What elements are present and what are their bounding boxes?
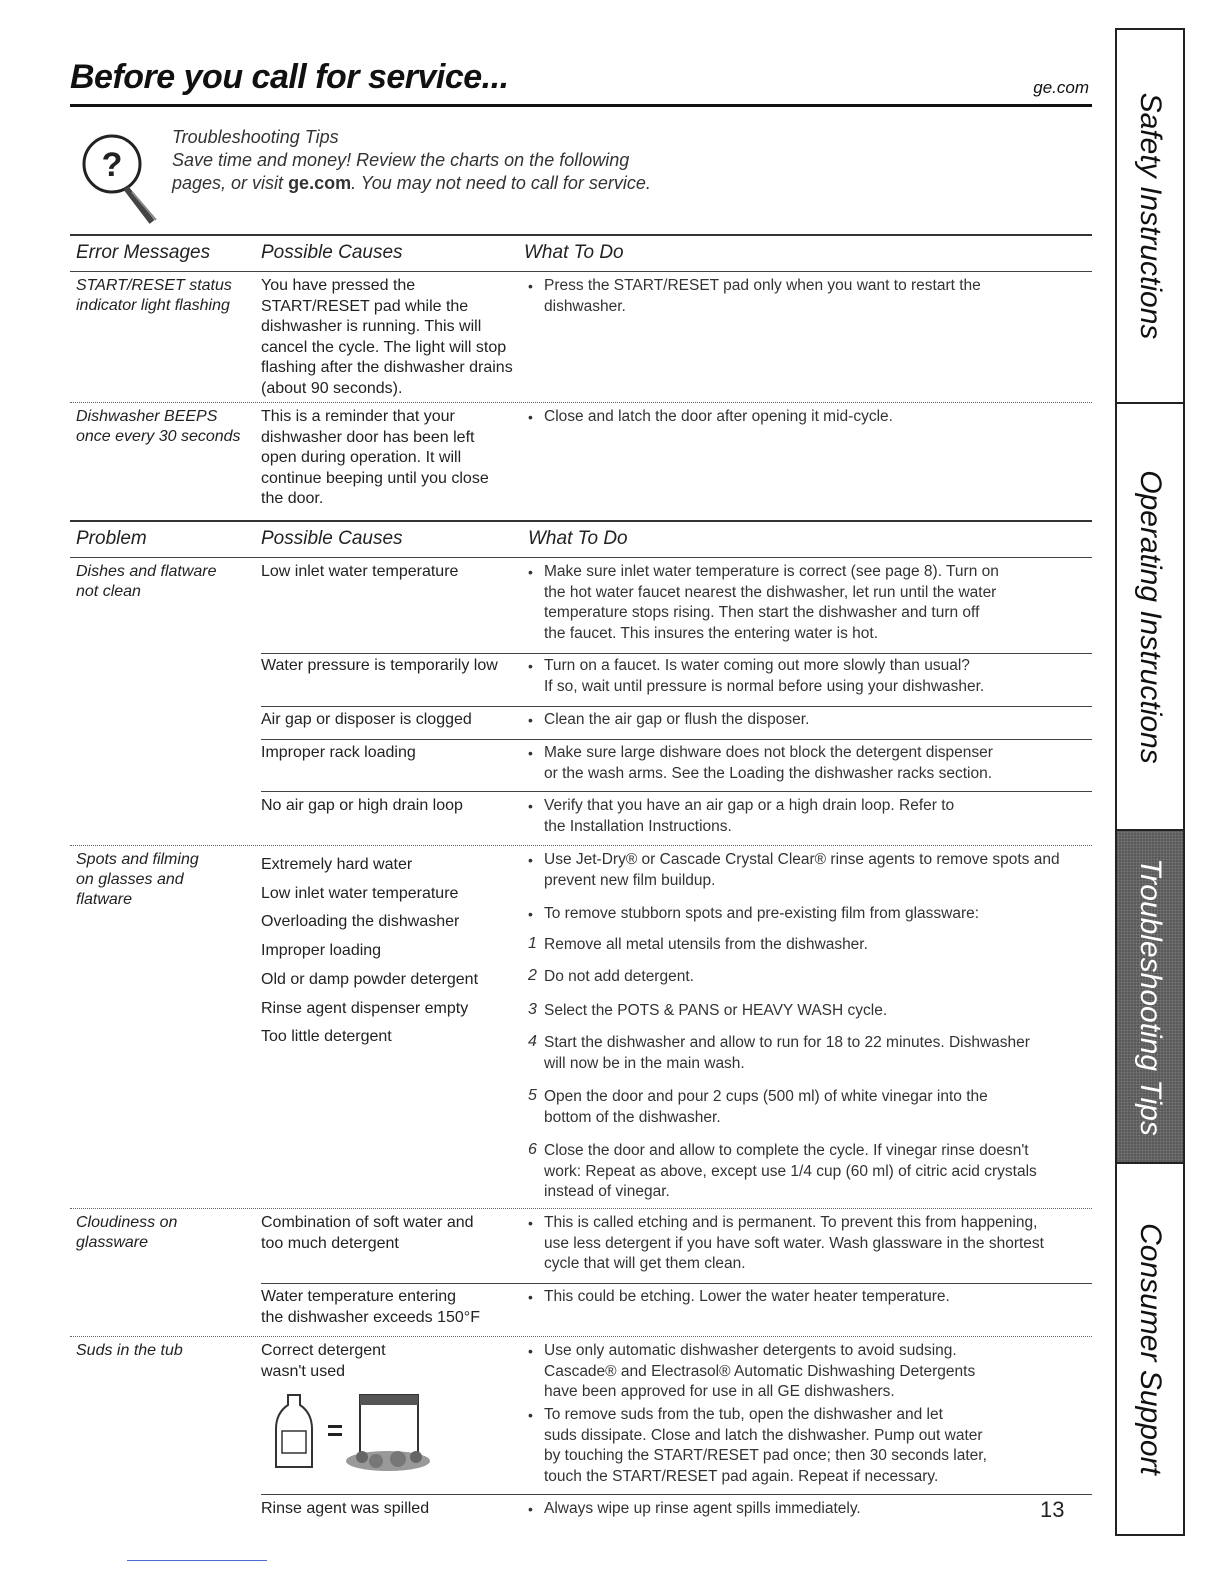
bullet: • bbox=[528, 409, 533, 425]
col-error-messages: Error Messages bbox=[76, 242, 211, 263]
possible-cause: Water temperature entering the dishwasher exceeds 150°F bbox=[261, 1288, 480, 1326]
what-to-do: Always wipe up rinse agent spills immediately. bbox=[544, 1500, 861, 1517]
step-text: Start the dishwasher and allow to run for 18 to 22 minutes. Dishwasher will now be in the main wash. bbox=[544, 1034, 1030, 1072]
possible-cause: This is a reminder that your dishwasher door has been left open during operation. It will continue beeping until you close the door. bbox=[261, 408, 489, 507]
divider bbox=[261, 739, 1092, 740]
bullet: • bbox=[528, 712, 533, 728]
step-number: 5 bbox=[528, 1087, 537, 1104]
step-number: 2 bbox=[528, 967, 537, 984]
divider bbox=[261, 1494, 1092, 1495]
what-to-do: To remove suds from the tub, open the dishwasher and let suds dissipate. Close and latch the dishwasher. Pump out water by touching the START/RESET pad once; then 30 seconds later, touch the START/RESET pad again. Repeat if necessary. bbox=[544, 1406, 987, 1485]
svg-text:?: ? bbox=[101, 146, 123, 184]
possible-cause: Water pressure is temporarily low bbox=[261, 657, 498, 674]
troubleshooting-tips bbox=[172, 126, 712, 195]
tips-heading: Troubleshooting Tips bbox=[172, 127, 339, 147]
bullet: • bbox=[528, 745, 533, 761]
table-row bbox=[70, 402, 1092, 507]
step-number: 4 bbox=[528, 1033, 537, 1050]
col-possible-causes: Possible Causes bbox=[261, 528, 403, 549]
divider bbox=[261, 706, 1092, 707]
bullet: • bbox=[528, 1407, 533, 1423]
question-icon bbox=[82, 130, 162, 235]
bullet: • bbox=[528, 564, 533, 580]
error-message: START/RESET status indicator light flashing bbox=[76, 277, 232, 314]
what-to-do: Make sure inlet water temperature is correct (see page 8). Turn on the hot water faucet nearest the dishwasher, let run until the water temperature stops rising. Then start the dishwasher and turn off the faucet. This insures the entering water is hot. bbox=[544, 563, 999, 642]
divider bbox=[261, 653, 1092, 654]
possible-cause: Rinse agent was spilled bbox=[261, 1500, 430, 1517]
bullet: • bbox=[528, 1501, 533, 1517]
step-text: Close the door and allow to complete the cycle. If vinegar rinse doesn't work: Repeat as above, except use 1/4 cup (60 ml) of citric acid crystals instead of vinegar. bbox=[544, 1142, 1037, 1200]
page-number: 13 bbox=[1040, 1497, 1065, 1522]
possible-cause: Low inlet water temperature bbox=[261, 563, 459, 580]
bullet: • bbox=[528, 906, 533, 922]
col-what-to-do: What To Do bbox=[524, 242, 624, 263]
what-to-do: Close and latch the door after opening it mid-cycle. bbox=[544, 408, 893, 425]
problem: Suds in the tub bbox=[76, 1342, 183, 1359]
what-to-do: Verify that you have an air gap or a high drain loop. Refer to the Installation Instructions. bbox=[544, 797, 955, 835]
bullet: • bbox=[528, 658, 533, 674]
what-to-do: Use Jet-Dry® or Cascade Crystal Clear® rinse agents to remove spots and prevent new film buildup. bbox=[544, 851, 1060, 889]
problem-table-header bbox=[70, 520, 1092, 558]
title-rule bbox=[70, 104, 1092, 107]
bullet: • bbox=[528, 1289, 533, 1305]
page-title: Before you call for service... bbox=[70, 58, 509, 96]
possible-cause: Combination of soft water and too much detergent bbox=[261, 1214, 474, 1252]
problem: Cloudiness on glassware bbox=[76, 1214, 178, 1251]
error-table-header bbox=[70, 234, 1092, 272]
possible-causes-list: Extremely hard water Low inlet water temperature Overloading the dishwasher Improper loading Old or damp powder detergent Rinse agent dispenser empty Too little detergent bbox=[261, 856, 479, 1046]
step-text: Select the POTS & PANS or HEAVY WASH cycle. bbox=[544, 1002, 888, 1019]
possible-cause: Improper rack loading bbox=[261, 744, 416, 761]
step-text: Do not add detergent. bbox=[544, 968, 694, 985]
step-number: 6 bbox=[528, 1141, 537, 1158]
what-to-do: To remove stubborn spots and pre-existing film from glassware: bbox=[544, 905, 980, 922]
tab-consumer-support[interactable]: Consumer Support bbox=[1134, 1223, 1167, 1475]
tab-operating-instructions[interactable]: Operating Instructions bbox=[1117, 404, 1183, 831]
tips-line-1: Save time and money! Review the charts on the following bbox=[172, 150, 630, 170]
possible-cause: No air gap or high drain loop bbox=[261, 797, 463, 814]
problem: Spots and filming on glasses and flatware bbox=[76, 851, 199, 908]
error-message: Dishwasher BEEPS once every 30 seconds bbox=[76, 408, 241, 445]
step-number: 1 bbox=[528, 935, 537, 952]
what-to-do: This could be etching. Lower the water heater temperature. bbox=[544, 1288, 950, 1305]
divider bbox=[261, 1283, 1092, 1284]
possible-cause: Correct detergent wasn't used bbox=[261, 1342, 386, 1380]
what-to-do: Use only automatic dishwasher detergents to avoid sudsing. Cascade® and Electrasol® Automatic Dishwashing Detergents have been approved for use in all GE dishwashers. bbox=[544, 1342, 976, 1400]
detergent-illustration bbox=[270, 1387, 450, 1482]
what-to-do: Turn on a faucet. Is water coming out more slowly than usual? If so, wait until pressure is normal before using your dishwasher. bbox=[544, 657, 985, 695]
col-possible-causes: Possible Causes bbox=[261, 242, 403, 263]
site-link[interactable]: ge.com bbox=[1033, 78, 1089, 97]
what-to-do: Make sure large dishware does not block the detergent dispenser or the wash arms. See the Loading the dishwasher racks section. bbox=[544, 744, 993, 782]
possible-cause: Air gap or disposer is clogged bbox=[261, 711, 472, 728]
col-what-to-do: What To Do bbox=[528, 528, 628, 549]
section-tabs bbox=[1115, 28, 1185, 1536]
table-row bbox=[70, 845, 1092, 1200]
what-to-do: Press the START/RESET pad only when you want to restart the dishwasher. bbox=[544, 277, 981, 315]
tab-troubleshooting-tips[interactable]: Troubleshooting Tips bbox=[1117, 831, 1183, 1164]
bullet: • bbox=[528, 1215, 533, 1231]
what-to-do: This is called etching and is permanent. To prevent this from happening, use less detergent if you have soft water. Wash glassware in the shortest cycle that will get them clean. bbox=[544, 1214, 1044, 1272]
bullet: • bbox=[528, 798, 533, 814]
step-text: Open the door and pour 2 cups (500 ml) of white vinegar into the bottom of the dishwasher. bbox=[544, 1088, 988, 1126]
tab-safety-instructions[interactable]: Safety Instructions bbox=[1117, 30, 1183, 404]
step-text: Remove all metal utensils from the dishwasher. bbox=[544, 936, 868, 953]
bullet: • bbox=[528, 1343, 533, 1359]
divider bbox=[261, 791, 1092, 792]
bullet: • bbox=[528, 852, 533, 868]
tips-line-2: pages, or visit ge.com. You may not need to call for service. bbox=[172, 173, 651, 193]
possible-cause: You have pressed the START/RESET pad while the dishwasher is running. This will cancel the cycle. The light will stop flashing after the dishwasher drains (about 90 seconds). bbox=[261, 277, 513, 397]
step-number: 3 bbox=[528, 1001, 537, 1018]
table-row bbox=[70, 1208, 1092, 1326]
ge-link[interactable]: ge.com bbox=[288, 173, 352, 193]
bullet: • bbox=[528, 278, 533, 294]
problem: Dishes and flatware not clean bbox=[76, 563, 217, 600]
footer-link-line bbox=[127, 1560, 267, 1561]
what-to-do: Clean the air gap or flush the disposer. bbox=[544, 711, 810, 728]
col-problem: Problem bbox=[76, 528, 147, 549]
